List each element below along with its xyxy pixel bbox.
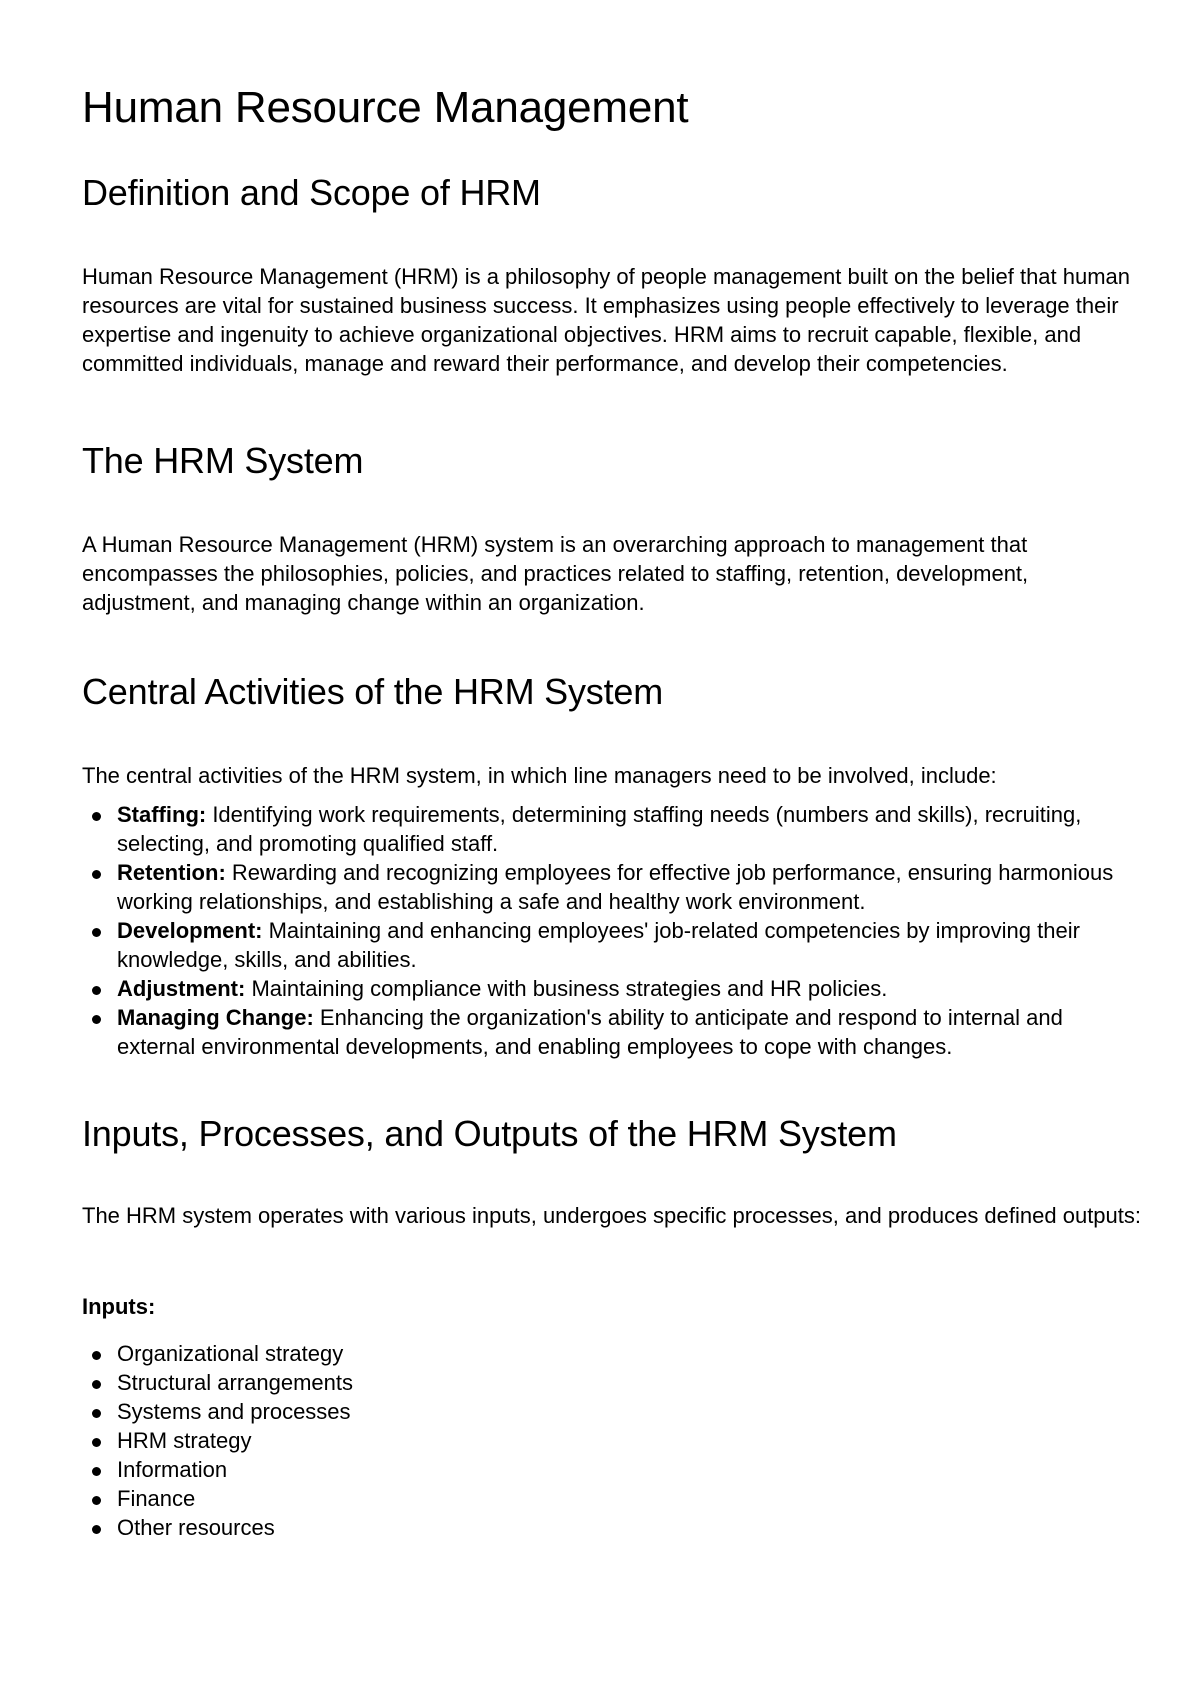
description-development: Maintaining and enhancing employees' job-related competencies by improving their knowledge, skills, and abilities. [117,918,1080,972]
list-item-input: Structural arrangements [82,1368,1142,1397]
document-title: Human Resource Management [82,83,689,132]
list-item-adjustment [82,974,1142,1003]
list-item-input: Organizational strategy [82,1339,1142,1368]
term-managing-change: Managing Change: [117,1005,314,1030]
term-development: Development: [117,918,263,943]
list-item-staffing [82,800,1142,858]
list-item-managing-change [82,1003,1142,1061]
list-item-input: Other resources [82,1513,1142,1542]
list-item-development [82,916,1142,974]
list-item-input: Finance [82,1484,1142,1513]
section-heading-central-activities: Central Activities of the HRM System [82,671,663,712]
term-staffing: Staffing: [117,802,207,827]
description-retention: Rewarding and recognizing employees for effective job performance, ensuring harmonious working relationships, and establishing a safe and healthy work environment. [117,860,1114,914]
list-item-retention [82,858,1142,916]
list-item-input: Systems and processes [82,1397,1142,1426]
list-item-input: Information [82,1455,1142,1484]
inputs-label: Inputs: [82,1294,156,1319]
description-managing-change: Enhancing the organization's ability to anticipate and respond to internal and external environmental developments, and enabling employees to cope with changes. [117,1005,1063,1059]
section-heading-inputs-processes-outputs: Inputs, Processes, and Outputs of the HRM System [82,1113,897,1154]
central-activities-list [82,800,1142,1061]
list-item-input: HRM strategy [82,1426,1142,1455]
description-adjustment: Maintaining compliance with business strategies and HR policies. [245,976,888,1001]
paragraph-central-activities-intro: The central activities of the HRM system, in which line managers need to be involved, include: [82,763,997,788]
section-heading-definition-scope: Definition and Scope of HRM [82,172,541,213]
term-adjustment: Adjustment: [117,976,246,1001]
section-heading-hrm-system: The HRM System [82,440,364,481]
inputs-list [82,1339,1142,1542]
document-page [82,80,1142,1542]
term-retention: Retention: [117,860,226,885]
paragraph-definition-scope: Human Resource Management (HRM) is a philosophy of people management built on the belief that human resources are vital for sustained business success. It emphasizes using people effectively to leverage their expertise and ingenuity to achieve organizational objectives. HRM aims to recruit capable, flexible, and committed individuals, manage and reward their performance, and develop their competencies. [82,264,1131,376]
paragraph-hrm-system: A Human Resource Management (HRM) system is an overarching approach to management that encompasses the philosophies, policies, and practices related to staffing, retention, development, adjustment, and managing change within an organization. [82,532,1029,615]
paragraph-inputs-processes-outputs-intro: The HRM system operates with various inputs, undergoes specific processes, and produces defined outputs: [82,1203,1141,1228]
description-staffing: Identifying work requirements, determining staffing needs (numbers and skills), recruiting, selecting, and promoting qualified staff. [117,802,1082,856]
